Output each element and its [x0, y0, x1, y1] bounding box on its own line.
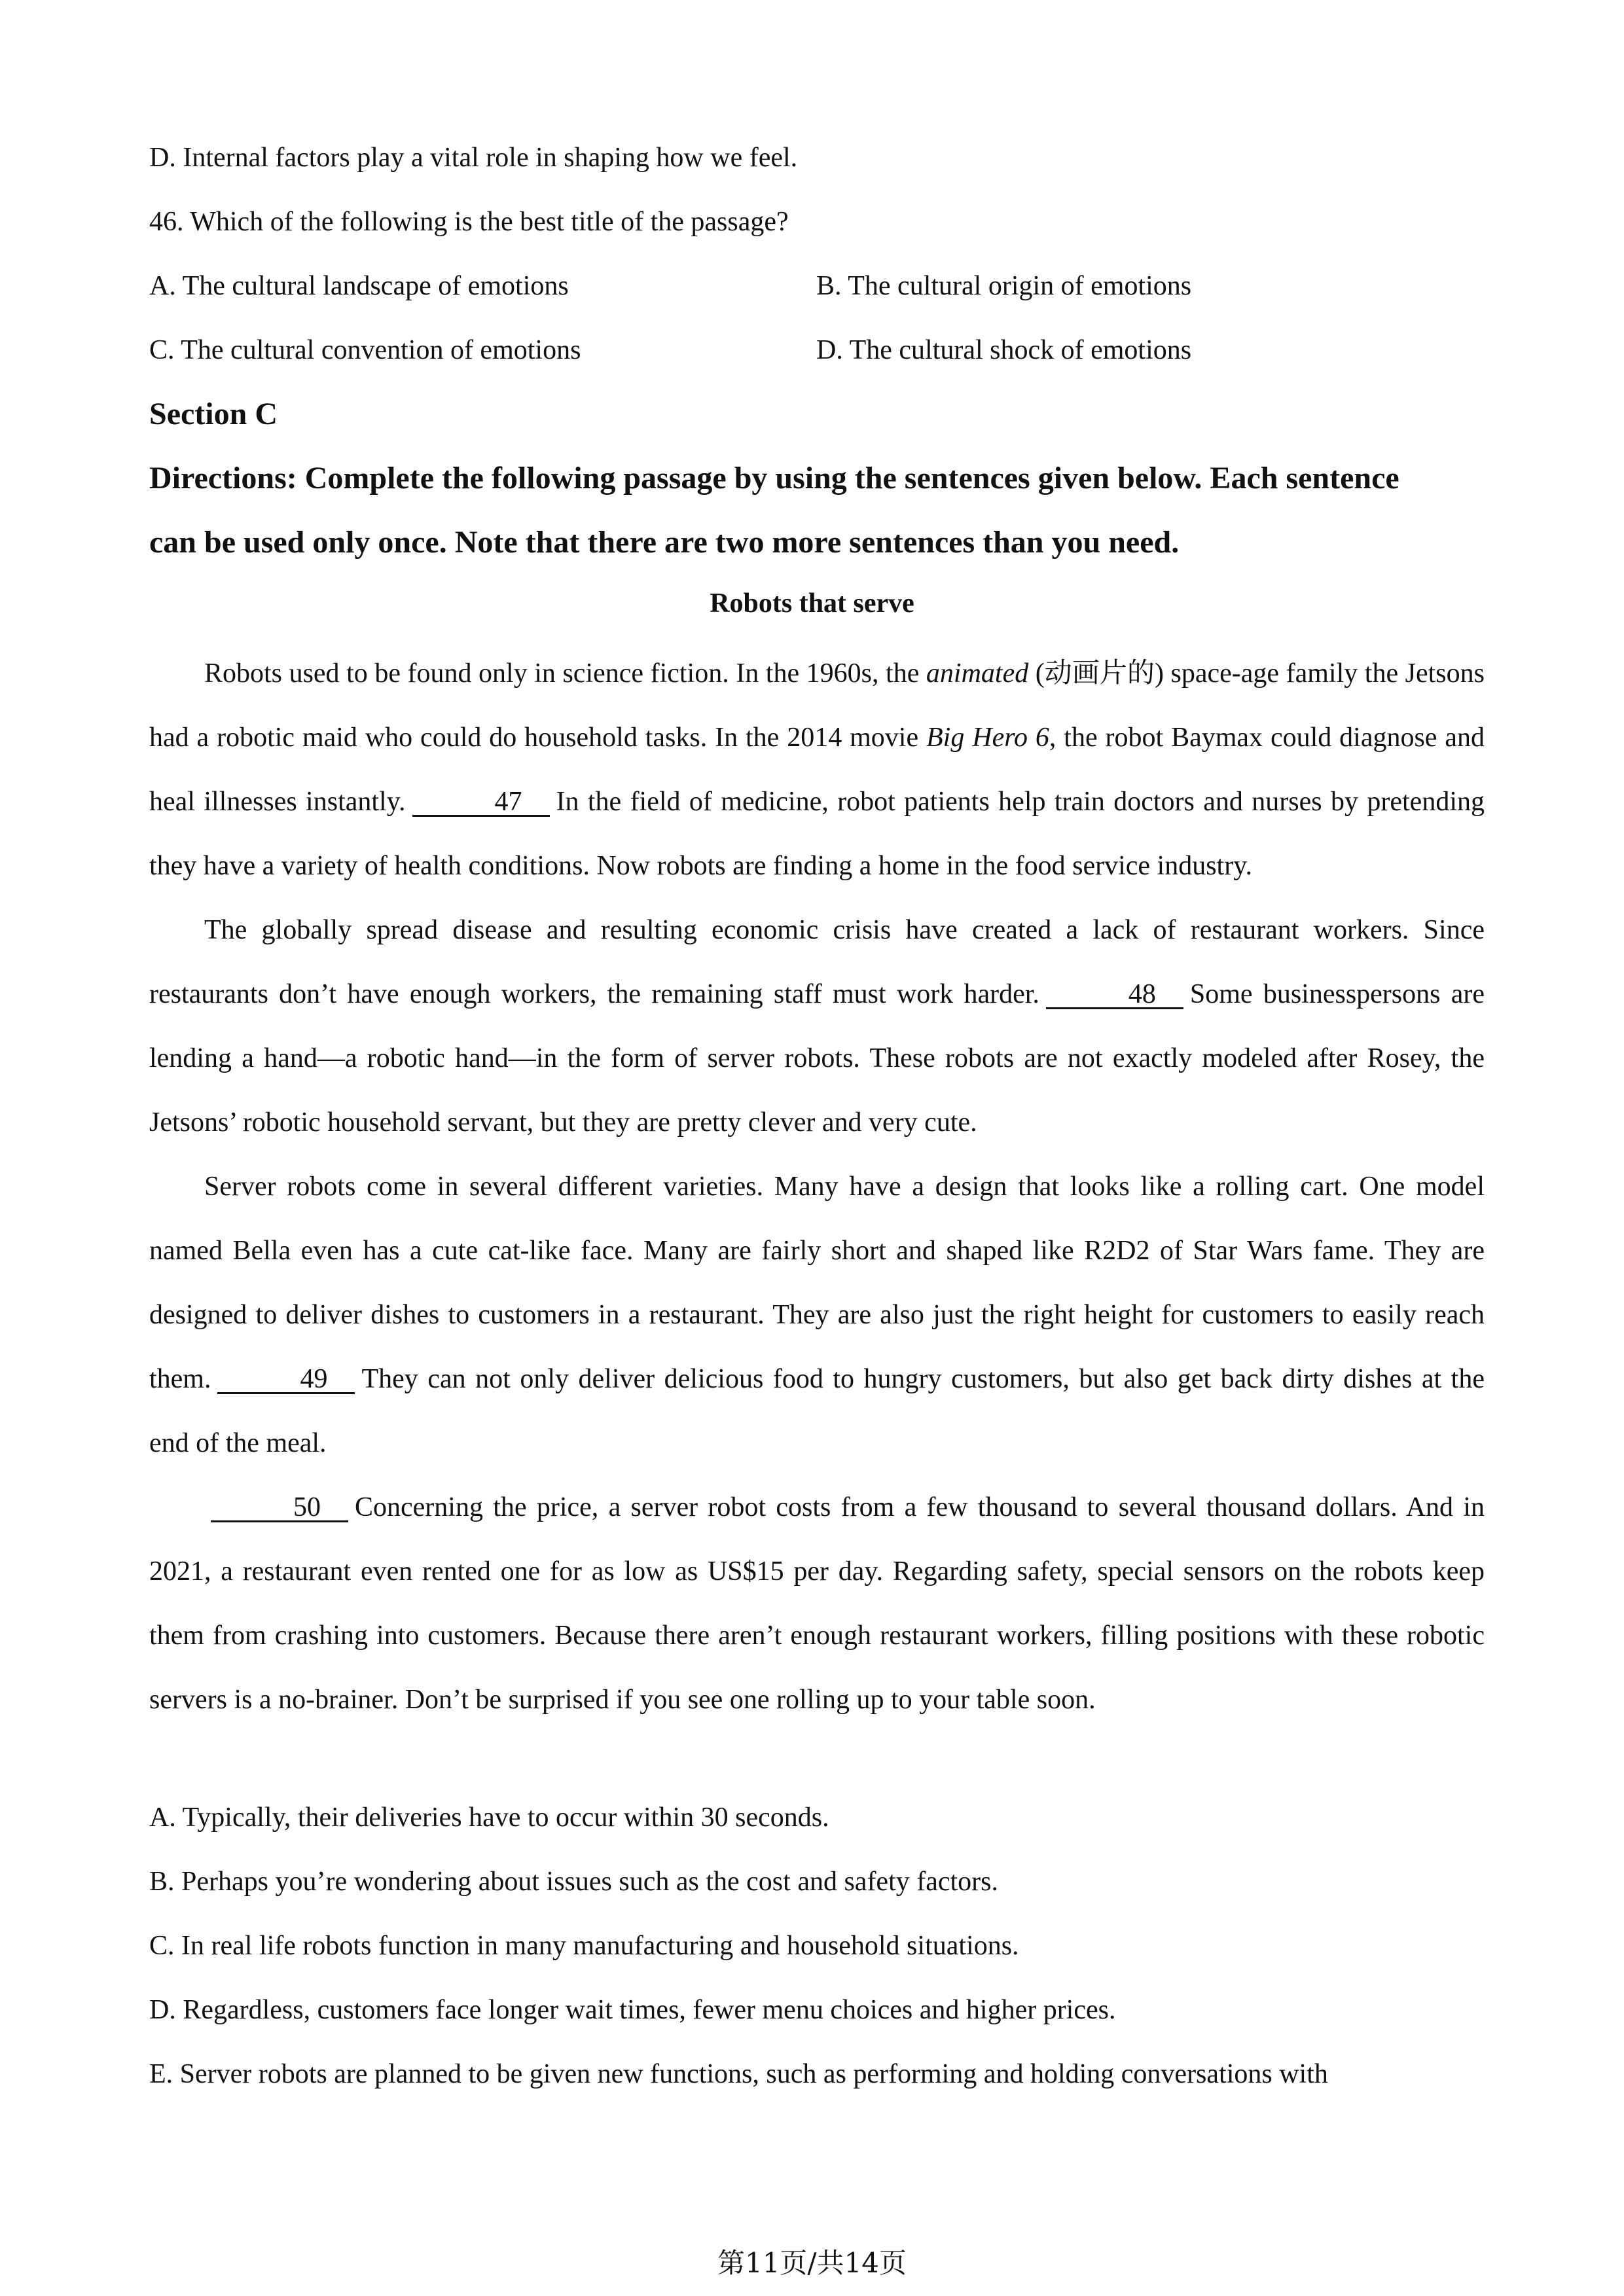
- directions-line-2: can be used only once. Note that there are two more sentences than you need.: [149, 525, 1180, 560]
- paragraph-4: [149, 1475, 1485, 1732]
- p2-text-a: The globally spread disease and resulting economic crisis have created a lack of restaurant workers. Since restaurants don’t have enough workers, the remaining staff must work harder.: [149, 915, 1485, 1009]
- q46-option-a: A. The cultural landscape of emotions: [149, 271, 569, 301]
- paragraph-3: [149, 1155, 1485, 1475]
- paragraph-1: [149, 641, 1485, 898]
- p1-animated: animated: [926, 658, 1029, 689]
- directions-line-1: Directions: Complete the following passage by using the sentences given below. Each sentence: [149, 461, 1399, 495]
- choice-b: B. Perhaps you’re wondering about issues such as the cost and safety factors.: [149, 1867, 999, 1897]
- blank-49[interactable]: 49: [217, 1366, 355, 1394]
- p1-movie-title: Big Hero 6: [926, 723, 1049, 753]
- p3-text-a: Server robots come in several different varieties. Many have a design that looks like a rolling cart. One model named Bella even has a cute cat-like face. Many are fairly short and shaped like R2D2 of Star Wars fame. They are designed to deliver dishes to customers in a restaurant. They are also just the right height for customers to easily reach them.: [149, 1172, 1485, 1394]
- blank-47[interactable]: 47: [412, 789, 550, 817]
- choice-d: D. Regardless, customers face longer wait times, fewer menu choices and higher prices.: [149, 1995, 1116, 2025]
- p1-text-a: Robots used to be found only in science fiction. In the 1960s, the: [204, 658, 926, 689]
- passage-body: [149, 641, 1485, 1732]
- q46-option-d: D. The cultural shock of emotions: [816, 335, 1192, 365]
- p1-text-c: , the robot Baymax could diagnose and heal illnesses instantly.: [149, 723, 1485, 817]
- paragraph-2: [149, 898, 1485, 1155]
- page-footer: 第11页/共14页: [717, 2247, 907, 2279]
- q45-option-d: D. Internal factors play a vital role in shaping how we feel.: [149, 143, 798, 173]
- choice-e: E. Server robots are planned to be given new functions, such as performing and holding conversations with: [149, 2059, 1328, 2089]
- p1-text-b: (动画片的) space-age family the Jetsons had a robotic maid who could do household tasks. In the 2014 movie: [149, 658, 1485, 753]
- choice-a: A. Typically, their deliveries have to occur within 30 seconds.: [149, 1803, 829, 1833]
- passage-title: Robots that serve: [710, 588, 914, 619]
- p2-text-b: Some businesspersons are lending a hand—a robotic hand—in the form of server robots. These robots are not exactly modeled after Rosey, the Jetsons’ robotic household servant, but they are pretty clever and very cute.: [149, 979, 1485, 1138]
- p4-text: Concerning the price, a server robot costs from a few thousand to several thousand dollars. And in 2021, a restaurant even rented one for as low as US$15 per day. Regarding safety, special sensors on the robots keep them from crashing into customers. Because there aren’t enough restaurant workers, filling positions with these robotic servers is a no-brainer. Don’t be surprised if you see one rolling up to your table soon.: [149, 1492, 1485, 1715]
- p1-text-d: In the field of medicine, robot patients help train doctors and nurses by pretending they have a variety of health conditions. Now robots are finding a home in the food service industry.: [149, 787, 1485, 881]
- p3-text-b: They can not only deliver delicious food to hungry customers, but also get back dirty dishes at the end of the meal.: [149, 1364, 1485, 1458]
- blank-48[interactable]: 48: [1046, 981, 1183, 1009]
- blank-50[interactable]: 50: [211, 1494, 348, 1522]
- q46-question: 46. Which of the following is the best title of the passage?: [149, 207, 789, 237]
- q46-option-b: B. The cultural origin of emotions: [816, 271, 1192, 301]
- choice-c: C. In real life robots function in many manufacturing and household situations.: [149, 1931, 1019, 1961]
- q46-option-c: C. The cultural convention of emotions: [149, 335, 581, 365]
- section-heading: Section C: [149, 397, 278, 431]
